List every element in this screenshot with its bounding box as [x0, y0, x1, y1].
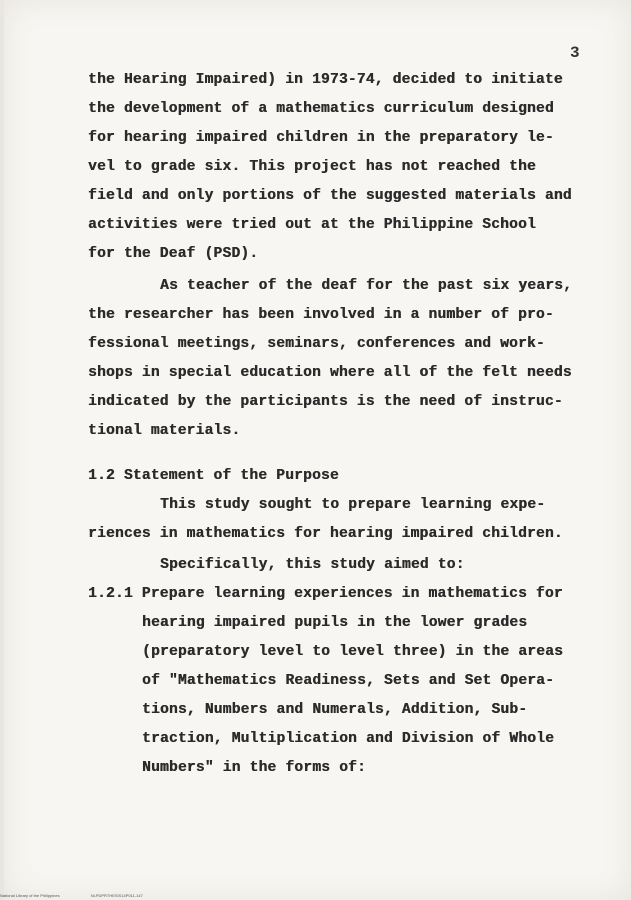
text-line: traction, Multiplication and Division of Whole: [142, 731, 555, 747]
text-line: This study sought to prepare learning expe-: [160, 497, 546, 513]
scan-footer: [0, 893, 173, 898]
text-line: tions, Numbers and Numerals, Addition, Sub-: [142, 702, 528, 718]
text-line: the development of a mathematics curriculum designed: [88, 101, 554, 117]
text-line: activities were tried out at the Philippine School: [88, 217, 536, 233]
text-line: As teacher of the deaf for the past six years,: [160, 278, 573, 294]
text-line: Specifically, this study aimed to:: [160, 557, 465, 573]
text-line: (preparatory level to level three) in the areas: [142, 644, 564, 660]
text-line: field and only portions of the suggested materials and: [88, 188, 572, 204]
text-line: for hearing impaired children in the preparatory le-: [88, 130, 554, 146]
text-line: vel to grade six. This project has not reached the: [88, 159, 536, 175]
text-line: Numbers" in the forms of:: [142, 760, 366, 776]
text-line: tional materials.: [88, 423, 241, 439]
section-heading: 1.2 Statement of the Purpose: [88, 468, 339, 484]
text-line: shops in special education where all of the felt needs: [88, 365, 572, 381]
footer-library: National Library of the Philippines: [0, 893, 60, 898]
footer-code: NLPDPRTHESIS14P011-147: [90, 893, 143, 898]
text-line: the Hearing Impaired) in 1973-74, decided to initiate: [88, 72, 563, 88]
text-line: fessional meetings, seminars, conferences and work-: [88, 336, 545, 352]
text-line: of "Mathematics Readiness, Sets and Set Opera-: [142, 673, 555, 689]
text-line: riences in mathematics for hearing impaired children.: [88, 526, 563, 542]
text-line: hearing impaired pupils in the lower grades: [142, 615, 528, 631]
text-line: indicated by the participants is the need of instruc-: [88, 394, 563, 410]
document-page: [4, 0, 631, 900]
text-line: for the Deaf (PSD).: [88, 246, 259, 262]
list-item-label: 1.2.1 Prepare learning experiences in mathematics for: [88, 586, 563, 602]
text-line: the researcher has been involved in a number of pro-: [88, 307, 554, 323]
page-number: 3: [570, 44, 580, 62]
